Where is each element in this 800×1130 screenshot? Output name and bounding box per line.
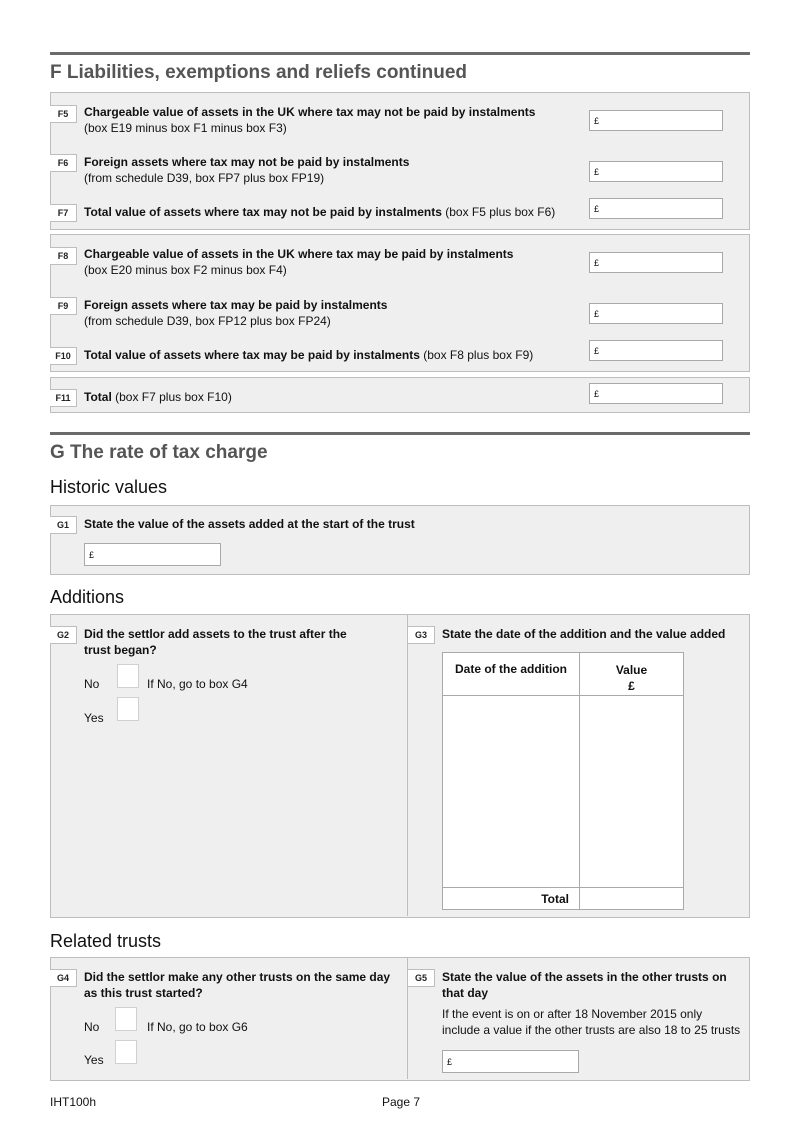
question-g4-line2: as this trust started? [84,986,203,1000]
box-code-f8: F8 [50,247,77,265]
g5-note-line1: If the event is on or after 18 November 2015 only [442,1007,703,1021]
column-header-date: Date of the addition [455,662,567,676]
g2-no-checkbox[interactable] [117,664,139,688]
question-f6-bold: Foreign assets where tax may not be paid by instalments [84,155,410,169]
g2-yes-label: Yes [84,711,104,725]
additions-table [442,652,684,910]
question-f9-bold: Foreign assets where tax may be paid by instalments [84,298,388,312]
column-header-value-unit: £ [628,679,635,693]
total-label: Total [541,892,569,906]
section-g-rule [50,432,750,435]
column-header-value [580,662,683,694]
subheading-related-trusts: Related trusts [50,931,162,951]
box-code-g5: G5 [408,969,435,987]
question-g5-line1: State the value of the assets in the other trusts on [442,970,727,984]
g5-note-line2: include a value if the other trusts are also 18 to 25 trusts [442,1023,741,1037]
input-f9[interactable]: £ [589,303,723,324]
g2-no-hint: If No, go to box G4 [147,677,248,691]
input-f11[interactable]: £ [589,383,723,404]
box-code-g1: G1 [50,516,77,534]
input-f7[interactable]: £ [589,198,723,219]
input-g1[interactable]: £ [84,543,221,566]
question-f7 [84,204,555,220]
question-f11-rest: (box F7 plus box F10) [111,390,232,404]
g4-no-label: No [84,1020,100,1034]
g4-yes-label: Yes [84,1053,104,1067]
g4-no-hint: If No, go to box G6 [147,1020,248,1034]
g2-yes-checkbox[interactable] [117,697,139,721]
table-header-divider [443,695,683,696]
question-f10 [84,347,533,363]
footer-page-number: Page 7 [382,1095,421,1109]
question-g2 [84,626,347,658]
value-entry-area[interactable] [580,697,683,887]
column-header-value-label: Value [615,663,648,677]
section-f-heading: F Liabilities, exemptions and reliefs continued [50,62,468,83]
question-g4-line1: Did the settlor make any other trusts on the same day [84,970,391,984]
input-f8[interactable]: £ [589,252,723,273]
question-f5-line2: (box E19 minus box F1 minus box F3) [84,121,287,135]
section-f-rule [50,52,750,55]
question-g4 [84,969,390,1001]
box-code-g4: G4 [50,969,77,987]
subheading-historic-values: Historic values [50,477,168,497]
question-f10-rest: (box F8 plus box F9) [419,348,534,362]
box-code-g2: G2 [50,626,77,644]
input-f6[interactable]: £ [589,161,723,182]
question-f9-line2: (from schedule D39, box FP12 plus box FP24) [84,314,331,328]
question-f11 [84,389,232,405]
question-f5-bold: Chargeable value of assets in the UK where tax may not be paid by instalments [84,105,536,119]
box-code-f9: F9 [50,297,77,315]
question-g3: State the date of the addition and the value added [442,627,726,641]
question-f7-rest: (box F5 plus box F6) [441,205,556,219]
question-g2-line1: Did the settlor add assets to the trust after the [84,627,347,641]
section-g-heading: G The rate of tax charge [50,442,268,463]
subheading-additions: Additions [50,587,125,607]
question-f5 [84,104,535,136]
question-f8-bold: Chargeable value of assets in the UK where tax may be paid by instalments [84,247,514,261]
additions-divider [407,614,408,916]
question-g5-line2: that day [442,986,489,1000]
question-f7-bold: Total value of assets where tax may not be paid by instalments [84,205,442,219]
g2-no-label: No [84,677,100,691]
date-entry-area[interactable] [443,697,579,887]
box-code-f5: F5 [50,105,77,123]
box-code-f10: F10 [50,347,77,365]
question-f10-bold: Total value of assets where tax may be paid by instalments [84,348,420,362]
question-f8 [84,246,513,278]
question-f11-bold: Total [84,390,112,404]
question-g1: State the value of the assets added at the start of the trust [84,517,415,531]
box-code-f6: F6 [50,154,77,172]
g5-note [442,1006,740,1038]
input-f10[interactable]: £ [589,340,723,361]
g4-yes-checkbox[interactable] [115,1040,137,1064]
question-f6 [84,154,409,186]
question-g5 [442,969,727,1001]
question-f8-line2: (box E20 minus box F2 minus box F4) [84,263,287,277]
box-code-g3: G3 [408,626,435,644]
g4-no-checkbox[interactable] [115,1007,137,1031]
total-value-field[interactable] [580,888,683,909]
box-code-f11: F11 [50,389,77,407]
input-g5[interactable]: £ [442,1050,579,1073]
question-f6-line2: (from schedule D39, box FP7 plus box FP19) [84,171,325,185]
input-f5[interactable]: £ [589,110,723,131]
footer-form-code: IHT100h [50,1095,97,1109]
box-code-f7: F7 [50,204,77,222]
question-g2-line2: trust began? [84,643,157,657]
question-f9 [84,297,387,329]
